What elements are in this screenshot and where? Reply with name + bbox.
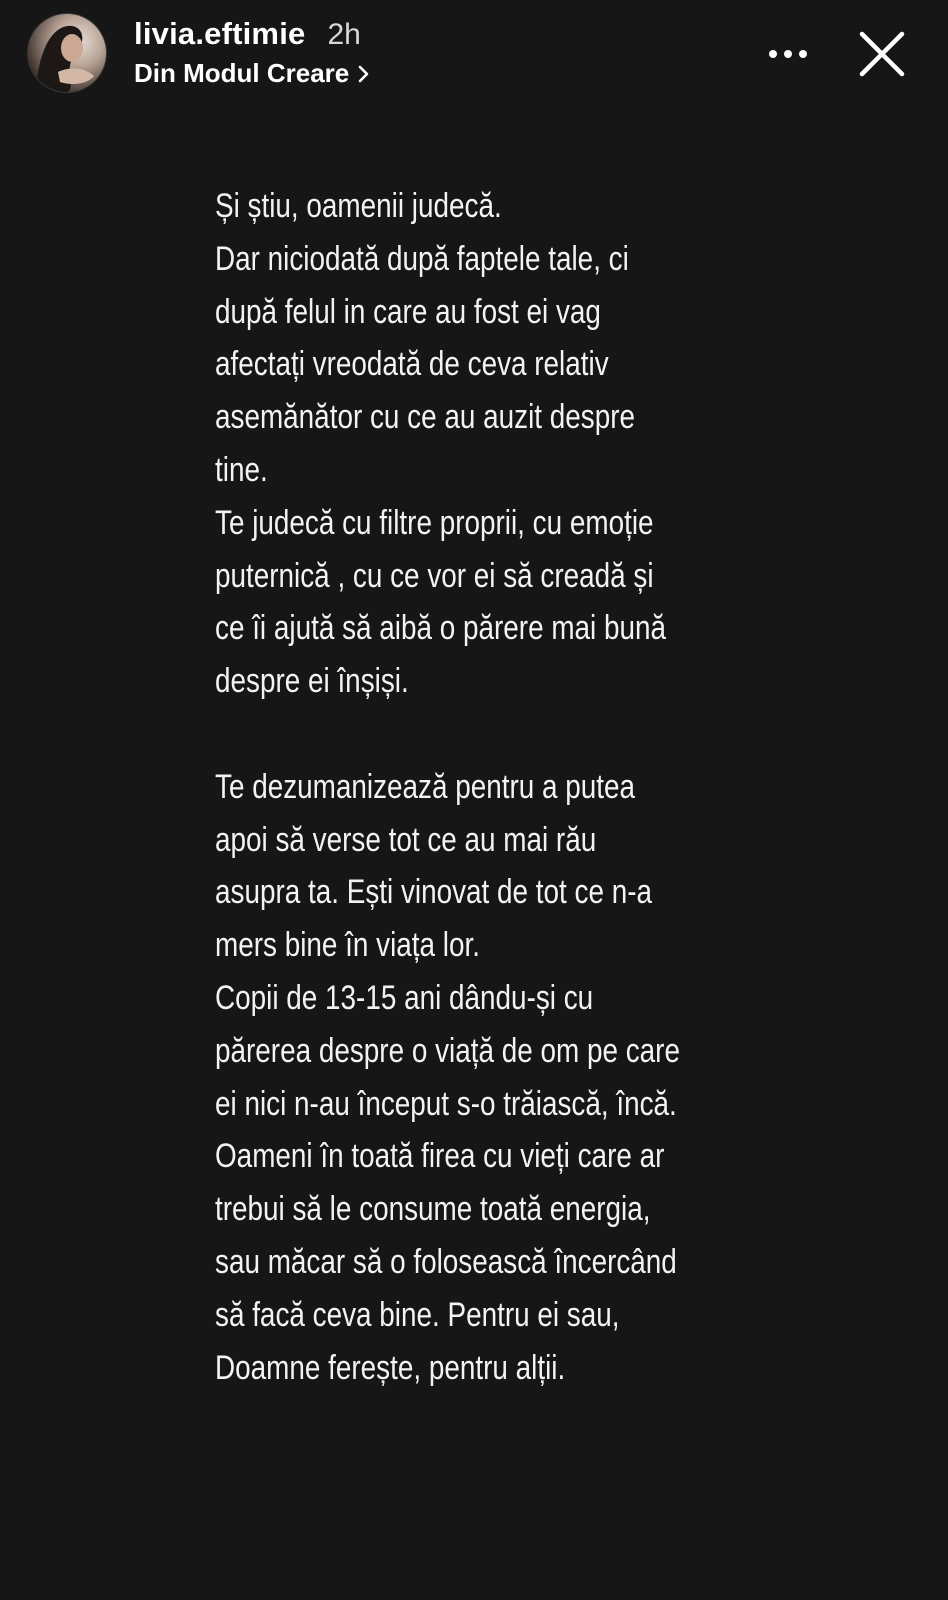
- story-line: ce îi ajută să aibă o părere mai bună: [215, 609, 667, 648]
- story-line: tine.: [215, 450, 268, 489]
- story-line: Doamne ferește, pentru alții.: [215, 1348, 566, 1387]
- story-line: după felul in care au fost ei vag: [215, 292, 601, 331]
- story-line: Oameni în toată firea cu vieți care ar: [215, 1137, 665, 1176]
- avatar[interactable]: [28, 14, 106, 92]
- story-line: despre ei înșiși.: [215, 662, 409, 701]
- more-options-button[interactable]: [762, 34, 814, 74]
- story-line: puternică , cu ce vor ei să creadă și: [215, 556, 654, 595]
- create-mode-label: Din Modul Creare: [134, 58, 350, 88]
- profile-photo-icon: [28, 14, 106, 92]
- story-line: mers bine în viața lor.: [215, 926, 480, 965]
- story-header: [0, 0, 948, 110]
- story-line: Și știu, oamenii judecă.: [215, 187, 502, 225]
- story-line: Te judecă cu filtre proprii, cu emoție: [215, 503, 654, 542]
- more-horizontal-icon: [768, 49, 808, 59]
- story-line: asupra ta. Ești vinovat de tot ce n-a: [215, 873, 653, 912]
- story-line: să facă ceva bine. Pentru ei sau,: [215, 1295, 620, 1334]
- create-mode-link[interactable]: [134, 58, 371, 89]
- user-block: [134, 16, 371, 89]
- user-line: [134, 16, 371, 54]
- story-line: afectați vreodată de ceva relativ: [215, 345, 609, 384]
- story-blank-line: [215, 708, 641, 761]
- story-line: Dar niciodată după faptele tale, ci: [215, 239, 629, 278]
- close-button[interactable]: [852, 24, 912, 84]
- story-line: ei nici n-au început s-o trăiască, încă.: [215, 1084, 677, 1123]
- story-text: [215, 180, 680, 1394]
- story-line: Te dezumanizează pentru a putea: [215, 767, 636, 806]
- story-line: părerea despre o viață de om pe care: [215, 1031, 680, 1070]
- close-icon: [857, 29, 907, 79]
- story-line: asemănător cu ce au auzit despre: [215, 398, 636, 437]
- story-line: apoi să verse tot ce au mai rău: [215, 820, 597, 859]
- story-line: trebui să le consume toată energia,: [215, 1190, 651, 1229]
- post-time: 2h: [327, 18, 361, 51]
- chevron-right-icon: [357, 64, 371, 84]
- username[interactable]: livia.eftimie: [134, 16, 306, 51]
- story-line: sau măcar să o folosească încercând: [215, 1242, 677, 1281]
- story-line: Copii de 13-15 ani dându-și cu: [215, 978, 594, 1017]
